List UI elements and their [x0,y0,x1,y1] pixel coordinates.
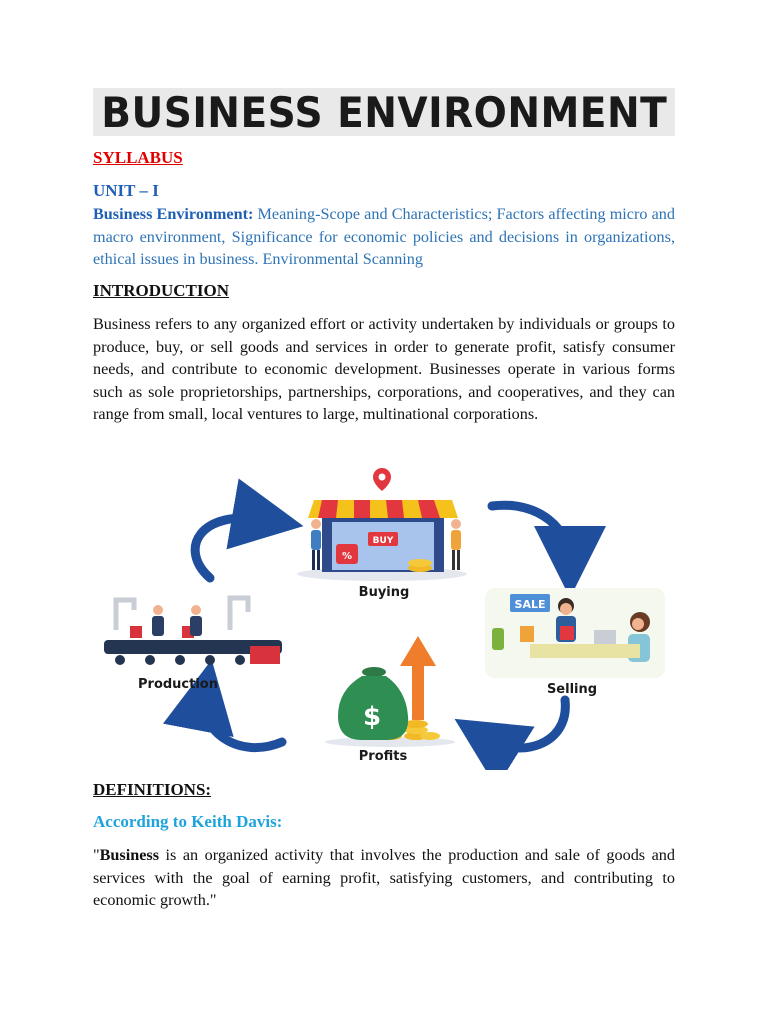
quote-text: is an organized activity that involves the production and sale of goods and services with the goal of earning profit, satisfying customers, and contributing to economic growth." [93,846,675,910]
document-title: BUSINESS ENVIRONMENT [101,87,667,137]
business-cycle-diagram [100,460,668,770]
sale-sign: SALE [514,598,546,611]
selling-label: Selling [546,682,598,697]
percent-tag: % [341,551,353,562]
definitions-heading: DEFINITIONS: [93,780,212,799]
cycle-arrow-buying-to-selling [492,505,570,562]
quote-term: Business [99,846,159,864]
definition-quote [93,844,675,912]
profits-illustration [325,636,455,747]
selling-illustration [485,588,665,678]
buying-illustration [297,468,467,581]
cycle-arrow-profits-to-production [204,695,282,748]
title-banner [93,88,675,136]
production-label: Production [138,677,218,692]
cycle-arrow-selling-to-profits [485,700,565,748]
unit-heading: UNIT – I [93,181,159,200]
introduction-paragraph: Business refers to any organized effort or activity undertaken by individuals or groups to produce, buy, or sell goods and services in order to generate profit, satisfy consumer needs, and contribute to economic development. Businesses operate in various forms such as sole proprietorships, partnerships, corporations, and cooperatives, and they can range from small, local ventures to large, multinational corporations. [93,315,675,424]
unit-topic-text: Meaning-Scope and Characteristics; Factors affecting micro and macro environment, Significance for economic policies and decisions in organizations, ethical issues in business. Environmental Scanning [93,205,675,268]
buying-label: Buying [358,585,410,600]
quote-open-mark: " [93,846,100,864]
definition-source: According to Keith Davis: [93,812,283,831]
profits-label: Profits [358,749,408,764]
cycle-arrow-production-to-buying [195,518,268,578]
unit-topics [93,203,675,271]
dollar-sign: $ [362,702,382,732]
syllabus-heading: SYLLABUS [93,148,183,167]
introduction-heading: INTRODUCTION [93,281,230,300]
production-illustration [104,598,282,665]
unit-topic-label: Business Environment: [93,205,254,223]
buy-sign: BUY [372,536,394,546]
